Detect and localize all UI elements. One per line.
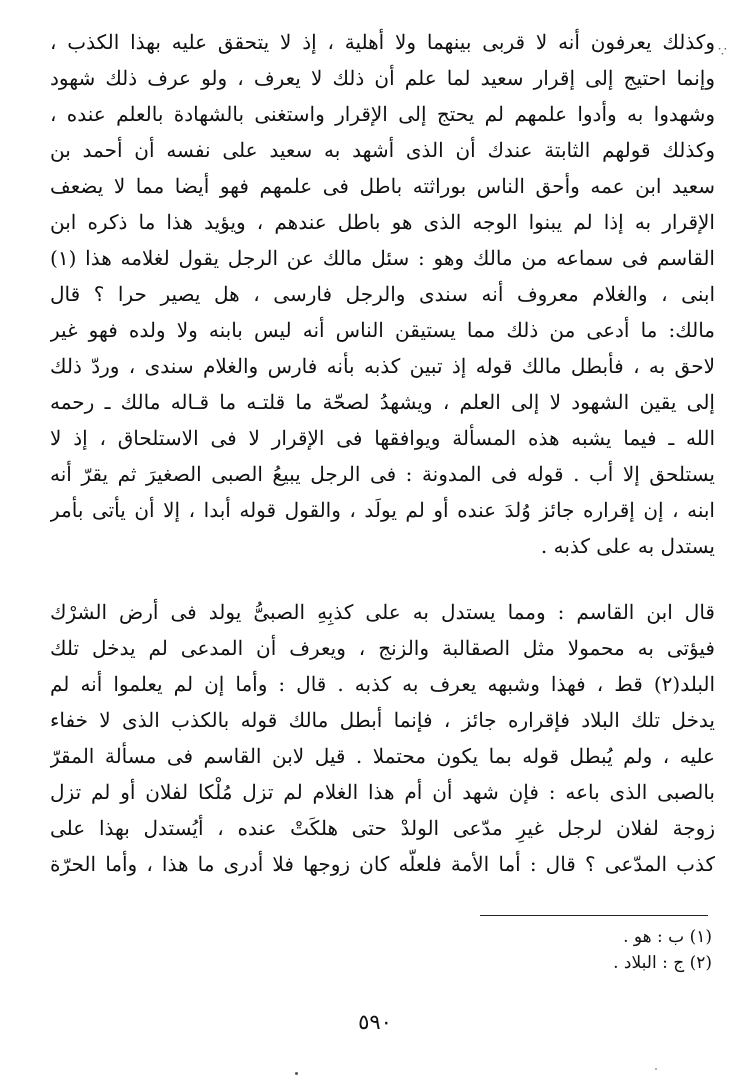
text-line: لاحق به ، فأبطل مالك قوله إذ تبين كذبه بأنه فارس والغلام سندى ، وردّ ذلك: [50, 354, 715, 378]
text-line: وإنما احتيج إلى إقرار سعيد لما علم أن ذلك لا يعرف ، ولو عرف ذلك شهود: [50, 66, 715, 90]
paragraph-1: [50, 24, 715, 564]
text-line: ابنه ، إن إقراره جائز وُلدَ عنده أو لم يولَد ، والقول قوله أبدا ، إلا أن يأتى بأمر: [50, 498, 715, 522]
footnotes: [300, 924, 712, 976]
text-line: كذب المدّعى ؟ قال : أما الأمة فلعلّه كان زوجها فلا أدرى ما هذا ، وأما الحرّة: [50, 852, 715, 876]
page-number: ٥٩٠: [358, 1010, 392, 1034]
scan-speck: [655, 1068, 657, 1070]
text-line: يستلحق إلا أب . قوله فى المدونة : فى الرجل يبيعُ الصبى الصغيرَ ثم يقرّ أنه: [50, 462, 715, 486]
text-line: إلى يقين الشهود لا إلى العلم ، ويشهدُ لصحّة ما قلتـه ما قـاله مالك ـ رحمه: [50, 390, 715, 414]
text-line: الإقرار به إذا لم يبنوا الوجه الذى هو باطل عندهم ، ويؤيد هذا ما ذكره ابن: [50, 210, 715, 234]
text-line: مالك: ما أدعى من ذلك مما يستيقن الناس أنه ليس بابنه ولا ولده فهو غير: [50, 318, 715, 342]
text-line: ابنى ، والغلام معروف أنه سندى والرجل فارسى ، هل يصير حرا ؟ قال: [50, 282, 715, 306]
text-line: قال ابن القاسم : ومما يستدل به على كذبِهِ الصبىُّ يولد فى أرض الشرْك: [50, 600, 715, 624]
paragraph-2: [50, 594, 715, 882]
text-line: يستدل به على كذبه .: [540, 534, 715, 558]
margin-speck-icon: ∵: [718, 44, 727, 60]
footnote-divider: [480, 915, 708, 916]
text-line: عليه ، ولم يُبطل قوله بما يكون محتملا . قيل لابن القاسم فى مسألة المقرّ: [50, 744, 715, 768]
text-line: وكذلك قولهم الثابتة عندك أن الذى أشهد به سعيد على نفسه أن أحمد بن: [50, 138, 715, 162]
footnote: (٢) ج : البلاد .: [613, 953, 712, 973]
text-line: القاسم فى سماعه من مالك وهو : سئل مالك عن الرجل يقول لغلامه هذا (١): [50, 246, 715, 270]
footnote: (١) ب : هو .: [623, 927, 712, 947]
text-line: سعيد ابن عمه وأحق الناس بوراثته باطل فى علمهم فهو أيضا مما لا يضعف: [50, 174, 715, 198]
text-line: وشهدوا به وأدوا علمهم لم يحتج إلى الإقرار واستغنى بالشهادة بالعلم عنده ،: [50, 102, 715, 126]
text-line: الله ـ فيما يشبه هذه المسألة ويوافقها فى الإقرار لا فى الاستلحاق ، إذ لا: [50, 426, 715, 450]
text-line: زوجة لفلان لرجل غيرِ مدّعى الولدْ حتى هلكَتْ عنده ، أيُستدل بهذا على: [50, 816, 715, 840]
text-line: فيؤتى به محمولا مثل الصقالبة والزنج ، ويعرف أن المدعى لم يدخل تلك: [50, 636, 715, 660]
text-line: يدخل تلك البلاد فإقراره جائز ، فإنما أبطل مالك قوله بالكذب الذى لا خفاء: [50, 708, 715, 732]
text-line: البلد(٢) قط ، فهذا وشبهه يعرف به كذبه . قال : وأما إن لم يعلموا أنه لم: [50, 672, 715, 696]
scan-speck: [295, 1072, 298, 1075]
text-line: بالصبى الذى باعه : فإن شهد أن أم هذا الغلام لم تزل مُلْكا لفلان أو لم تزل: [50, 780, 715, 804]
text-line: وكذلك يعرفون أنه لا قربى بينهما ولا أهلية ، إذ لا يتحقق عليه بهذا الكذب ،: [50, 30, 715, 54]
